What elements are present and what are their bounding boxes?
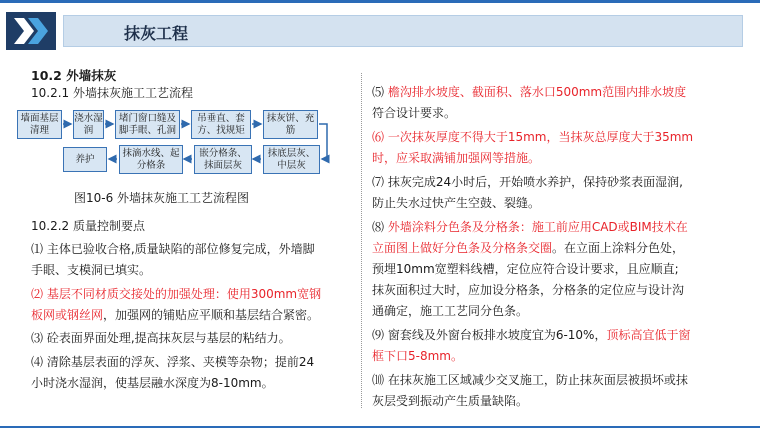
point-7-line-2: 防止失水过快产生空鼓、裂缝。: [372, 196, 541, 210]
flow-step-8: 抹滴水线、起分格条: [119, 145, 183, 174]
point-8-highlight: 外墙涂料分色条及分格条：施工前应用CAD或BIM技术在: [387, 220, 688, 234]
point-8-line-3: 预埋10mm宽塑料线槽，定位应符合设计要求，且应顺直;: [372, 262, 679, 276]
bottom-accent-line: [0, 426, 760, 428]
figure-caption: 图10-6 外墙抹灰施工工艺流程图: [74, 191, 250, 205]
flow-step-4: 吊垂直、套方、找规矩: [191, 110, 251, 139]
point-9-line-1: [372, 327, 690, 343]
point-10-line-2: 灰层受到振动产生质量缺陷。: [372, 394, 529, 408]
point-3: ⑶ 砼表面界面处理,提高抹灰层与基层的粘结力。: [31, 331, 291, 345]
point-5-line-1: [372, 84, 686, 100]
point-6-line-2: 时，应采取满铺加强网等措施。: [372, 151, 541, 165]
point-2-line-1: ⑵ 基层不同材质交接处的加强处理：使用300mm宽钢: [31, 287, 322, 301]
point-8-line-5: 通确定，施工工艺同分色条。: [372, 304, 529, 318]
point-8-line-1: [372, 219, 688, 235]
section-heading: 10.2 外墙抹灰: [31, 68, 117, 83]
point-5-highlight: 檐沟排水坡度、截面积、落水口500mm范围内排水坡度: [387, 85, 687, 99]
point-1-line-1: ⑴ 主体已验收合格,质量缺陷的部位修复完成，外墙脚: [31, 242, 315, 256]
point-4-line-2: 小时浇水湿润，使基层融水深度为8-10mm。: [31, 376, 274, 390]
point-8-rest: 。在立面上涂料分色处，: [552, 241, 685, 255]
flow-step-9: 养护: [63, 147, 107, 172]
flow-step-3: 堵门窗口缝及脚手眼、孔洞: [115, 110, 180, 139]
point-8-highlight-2: 立面图上做好分色条及分格条交圈: [372, 241, 553, 255]
subheading-quality: 10.2.2 质量控制要点: [31, 219, 145, 233]
point-8-line-2: [372, 240, 684, 256]
flow-step-2: 浇水湿润: [73, 110, 104, 139]
flow-step-5: 抹灰饼、充筋: [263, 110, 318, 139]
point-9-highlight: 顶标高宜低于窗: [606, 328, 691, 342]
point-1-line-2: 手眼、支模洞已填实。: [31, 263, 152, 277]
point-9-text: ⑼ 窗套线及外窗台板排水坡度宜为6-10%，: [372, 328, 607, 342]
point-9-line-2: 框下口5-8mm。: [372, 349, 463, 363]
flow-step-7: 嵌分格条、抹面层灰: [194, 145, 252, 174]
point-8-number: ⑻: [372, 220, 388, 234]
subheading-process: 10.2.1 外墙抹灰施工工艺流程: [31, 86, 193, 100]
point-5-line-2: 符合设计要求。: [372, 106, 457, 120]
point-4-line-1: ⑷ 清除基层表面的浮灰、浮浆、夹模等杂物；提前24: [31, 355, 315, 369]
point-5-number: ⑸: [372, 85, 388, 99]
point-10-line-1: ⑽ 在抹灰施工区域减少交叉施工，防止抹灰面层被损坏或抹: [372, 373, 688, 387]
point-2-line-2: [31, 307, 319, 323]
point-8-line-4: 抹灰面积过大时，应加设分格条，分格条的定位应与设计沟: [372, 283, 685, 297]
point-2-highlight: 板网或钢丝网: [31, 308, 104, 322]
page-title: 抹灰工程: [124, 24, 189, 43]
point-7-line-1: ⑺ 抹灰完成24小时后，开始喷水养护，保持砂浆表面湿润,: [372, 175, 683, 189]
flow-step-1: 墙面基层清理: [17, 110, 62, 139]
point-6-line-1: ⑹ 一次抹灰厚度不得大于15mm，当抹灰总厚度大于35mm: [372, 130, 694, 144]
point-2-rest: ，加强网的铺贴应平顺和基层结合紧密。: [103, 308, 320, 322]
column-divider: [361, 73, 362, 408]
flow-step-6: 抹底层灰、中层灰: [263, 145, 320, 174]
